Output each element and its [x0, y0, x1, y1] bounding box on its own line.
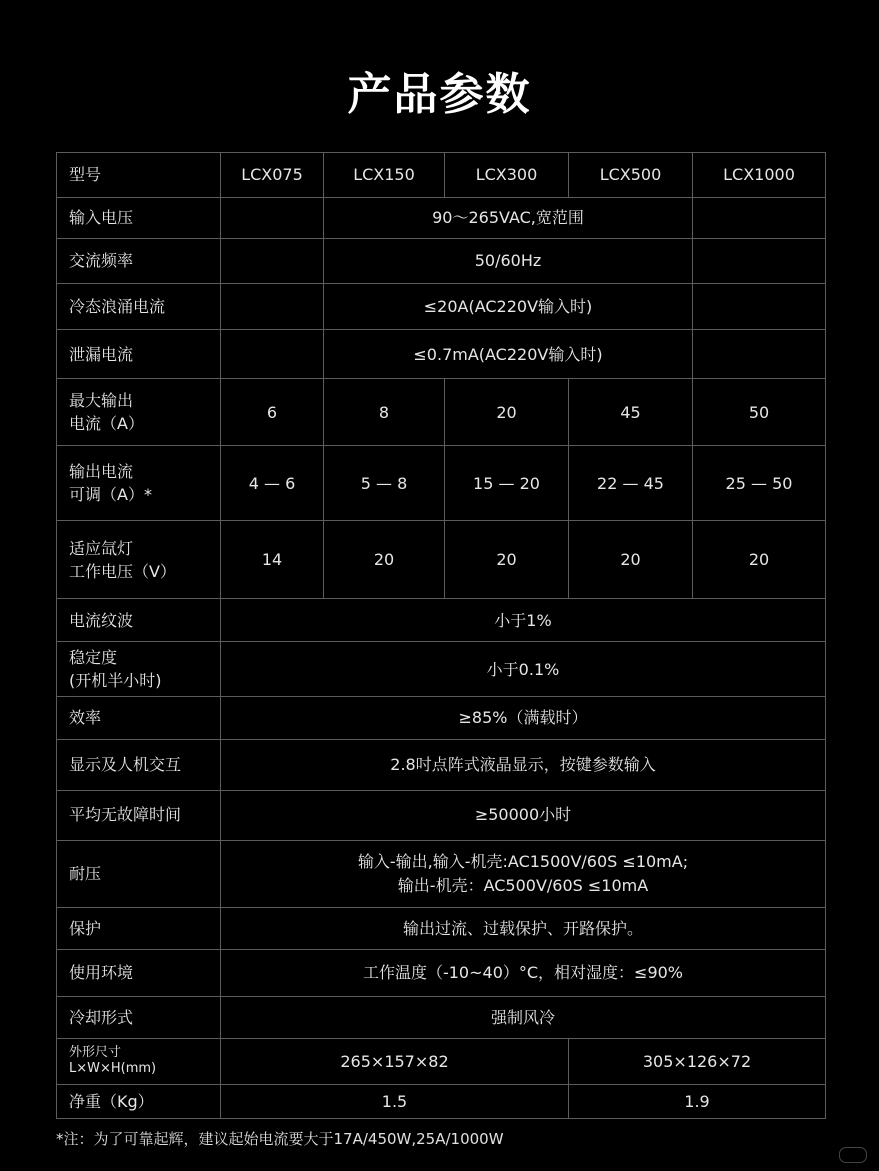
- value-cell: 305×126×72: [569, 1038, 826, 1084]
- table-row: [57, 739, 826, 790]
- row-label: [57, 379, 221, 446]
- row-label-line: 工作电压（V）: [69, 561, 176, 581]
- model-cell: LCX075: [221, 153, 324, 198]
- value-cell: 20: [569, 521, 693, 599]
- row-label: 泄漏电流: [57, 330, 221, 379]
- row-label: [57, 1038, 221, 1084]
- row-label-line: L×W×H(mm): [69, 1061, 157, 1077]
- row-label: 耐压: [57, 840, 221, 907]
- table-row: [57, 840, 826, 907]
- row-label: 冷态浪涌电流: [57, 284, 221, 330]
- page-title: 产品参数: [347, 69, 532, 120]
- value-cell: [693, 198, 826, 239]
- value-cell: 4 — 6: [221, 446, 324, 521]
- row-label: 保护: [57, 907, 221, 949]
- table-row: [57, 790, 826, 840]
- row-label: 平均无故障时间: [57, 790, 221, 840]
- table-row: [57, 599, 826, 642]
- row-label-line: 适应氙灯: [69, 538, 134, 558]
- model-cell: LCX1000: [693, 153, 826, 198]
- value-cell: [693, 330, 826, 379]
- value-cell: 20: [324, 521, 445, 599]
- value-cell: 5 — 8: [324, 446, 445, 521]
- value-cell: [221, 239, 324, 284]
- table-row: [57, 996, 826, 1038]
- value-cell: 20: [693, 521, 826, 599]
- value-cell: 265×157×82: [221, 1038, 569, 1084]
- watermark-icon: [839, 1147, 867, 1163]
- row-label: [57, 642, 221, 697]
- model-cell: LCX300: [445, 153, 569, 198]
- spec-table: [56, 152, 826, 1119]
- value-cell: 50/60Hz: [324, 239, 693, 284]
- table-row: [57, 379, 826, 446]
- value-cell: 14: [221, 521, 324, 599]
- value-cell: 工作温度（-10~40）°C，相对湿度：≤90%: [221, 949, 826, 996]
- value-cell: 50: [693, 379, 826, 446]
- value-cell: 20: [445, 379, 569, 446]
- table-row: [57, 949, 826, 996]
- table-row: [57, 907, 826, 949]
- value-cell: [221, 284, 324, 330]
- value-cell: 2.8吋点阵式液晶显示，按键参数输入: [221, 739, 826, 790]
- value-cell: 6: [221, 379, 324, 446]
- row-label: 冷却形式: [57, 996, 221, 1038]
- value-cell: 22 — 45: [569, 446, 693, 521]
- table-row: [57, 153, 826, 198]
- table-row: [57, 1084, 826, 1118]
- row-label: 电流纹波: [57, 599, 221, 642]
- table-row: [57, 697, 826, 739]
- value-line: 输出-机壳：AC500V/60S ≤10mA: [397, 875, 649, 895]
- value-cell: [221, 330, 324, 379]
- row-label-line: 最大输出: [69, 391, 134, 411]
- value-cell: ≤20A(AC220V输入时): [324, 284, 693, 330]
- row-label-line: 稳定度: [69, 648, 118, 668]
- value-cell: 45: [569, 379, 693, 446]
- table-row: [57, 239, 826, 284]
- row-label: [57, 521, 221, 599]
- value-cell: ≤0.7mA(AC220V输入时): [324, 330, 693, 379]
- table-row: [57, 1038, 826, 1084]
- value-cell: 8: [324, 379, 445, 446]
- value-cell: 90～265VAC,宽范围: [324, 198, 693, 239]
- value-cell: 小于1%: [221, 599, 826, 642]
- row-label: 显示及人机交互: [57, 739, 221, 790]
- table-row: [57, 446, 826, 521]
- value-cell: ≥85%（满载时）: [221, 697, 826, 739]
- row-label: 型号: [57, 153, 221, 198]
- row-label: 交流频率: [57, 239, 221, 284]
- row-label-line: 输出电流: [69, 462, 134, 482]
- value-cell: ≥50000小时: [221, 790, 826, 840]
- table-row: [57, 330, 826, 379]
- value-cell: [221, 198, 324, 239]
- table-row: [57, 642, 826, 697]
- value-cell: [693, 239, 826, 284]
- value-cell: 1.9: [569, 1084, 826, 1118]
- row-label: 效率: [57, 697, 221, 739]
- value-cell: [221, 840, 826, 907]
- row-label-line: 外形尺寸: [69, 1045, 122, 1061]
- table-row: [57, 284, 826, 330]
- value-cell: 15 — 20: [445, 446, 569, 521]
- value-cell: 小于0.1%: [221, 642, 826, 697]
- row-label-line: (开机半小时): [69, 671, 162, 691]
- row-label: 使用环境: [57, 949, 221, 996]
- value-cell: 20: [445, 521, 569, 599]
- footnote: *注：为了可靠起辉，建议起始电流要大于17A/450W,25A/1000W: [56, 1130, 504, 1148]
- row-label-line: 电流（A）: [69, 414, 144, 434]
- row-label: 净重（Kg）: [57, 1084, 221, 1118]
- table-row: [57, 198, 826, 239]
- model-cell: LCX150: [324, 153, 445, 198]
- value-cell: 强制风冷: [221, 996, 826, 1038]
- row-label: 输入电压: [57, 198, 221, 239]
- table-row: [57, 521, 826, 599]
- value-cell: 输出过流、过载保护、开路保护。: [221, 907, 826, 949]
- row-label: [57, 446, 221, 521]
- model-cell: LCX500: [569, 153, 693, 198]
- row-label-line: 可调（A）*: [69, 485, 152, 505]
- value-line: 输入-输出,输入-机壳:AC1500V/60S ≤10mA;: [357, 852, 689, 872]
- value-cell: 1.5: [221, 1084, 569, 1118]
- value-cell: [693, 284, 826, 330]
- value-cell: 25 — 50: [693, 446, 826, 521]
